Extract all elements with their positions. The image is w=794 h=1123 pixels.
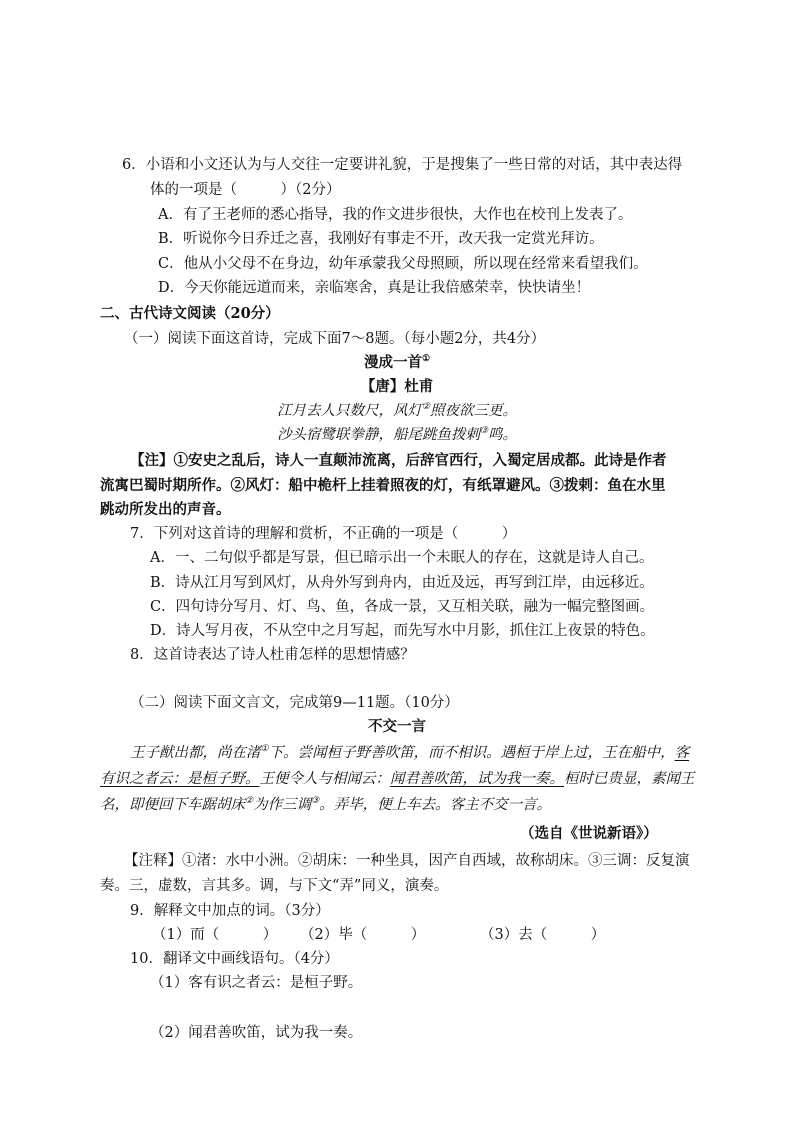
poem-line-2: 沙头宿鹭联拳静，船尾跳鱼拨剌③鸣。 [276,426,518,443]
prose-notes-line1: 【注释】①渚：水中小洲。②胡床：一种坐具，因产自西域，故称胡床。③三调：反复演 [124,853,690,869]
part1-intro: （一）阅读下面这首诗，完成下面7～8题。（每小题2分，共4分） [124,331,546,347]
q7-option-d: D．诗人写月夜，不从空中之月写起，而先写水中月影，抓住江上夜景的特色。 [150,623,655,639]
q10-stem: 10．翻译文中画线语句。（4分） [130,951,339,967]
part2-intro: （二）阅读下面文言文，完成第9—11题。（10分） [130,695,459,711]
q6-option-b: B．听说你今日乔迁之喜，我刚好有事走不开，改天我一定赏光拜访。 [158,231,604,247]
q6-option-d: D．今天你能远道而来，亲临寒舍，真是让我倍感荣幸，快快请坐！ [158,280,591,296]
prose-title: 不交一言 [368,718,426,735]
poem-notes-line3: 跳动所发出的声音。 [100,501,231,518]
poem-title: 漫成一首① [363,354,431,371]
q7-stem: 7．下列对这首诗的理解和赏析，不正确的一项是（ ） [130,526,517,542]
poem-notes-line2: 流寓巴蜀时期所作。②风灯：船中桅杆上挂着照夜的灯，有纸罩避风。③拨剌：鱼在水里 [100,477,666,494]
q6-stem-line1: 6．小语和小文还认为与人交往一定要讲礼貌，于是搜集了一些日常的对话，其中表达得 [122,157,683,173]
q8-stem: 8．这首诗表达了诗人杜甫怎样的思想情感？ [130,647,415,663]
q6-stem-line2: 体的一项是（ ）（2分） [150,182,341,198]
q10-item-2: （2）闻君善吹笛，试为我一奏。 [150,1025,363,1041]
q6-option-c: C．他从小父母不在身边，幼年承蒙我父母照顾，所以现在经常来看望我们。 [158,256,648,272]
poem-author: 【唐】杜甫 [360,378,434,395]
q9-item-2: （2）毕（ ） [300,927,426,943]
q9-stem: 9．解释文中加点的词。（3分） [130,903,330,919]
prose-line-2: 有识之者云：是桓子野。王便令人与相闻云：闻君善吹笛，试为我一奏。桓时已贵显，素闻王 [100,771,695,787]
q7-option-a: A．一、二句似乎都是写景，但已暗示出一个未眠人的存在，这就是诗人自己。 [150,550,654,566]
prose-source: （选自《世说新语》） [520,825,658,842]
prose-line-3: 名，即便回下车踞胡床②为作三调③。弄毕，便上车去。客主不交一言。 [100,796,552,813]
q10-item-1: （1）客有识之者云：是桓子野。 [150,975,363,991]
poem-line-1: 江月去人只数尺，风灯②照夜欲三更。 [276,402,518,419]
prose-line-1: 王子猷出都，尚在渚①下。尝闻桓子野善吹笛，而不相识。遇桓于岸上过，王在船中，客 [130,744,690,761]
q7-option-c: C．四句诗分写月、灯、鸟、鱼，各成一景，又互相关联，融为一幅完整图画。 [150,599,655,615]
q9-item-3: （3）去（ ） [480,927,606,943]
q7-option-b: B．诗从江月写到风灯，从舟外写到舟内，由近及远，再写到江岸，由远移近。 [150,575,654,591]
prose-notes-line2: 奏。三，虚数，言其多。调，与下文“弄”同义，演奏。 [100,878,449,894]
q9-item-1: （1）而（ ） [152,927,278,943]
section2-heading: 二、古代诗文阅读（20分） [100,305,280,322]
poem-notes-line1: 【注】①安史之乱后，诗人一直颠沛流离，后辞官西行，入蜀定居成都。此诗是作者 [130,452,667,469]
q6-option-a: A．有了王老师的悉心指导，我的作文进步很快，大作也在校刊上发表了。 [158,207,633,223]
